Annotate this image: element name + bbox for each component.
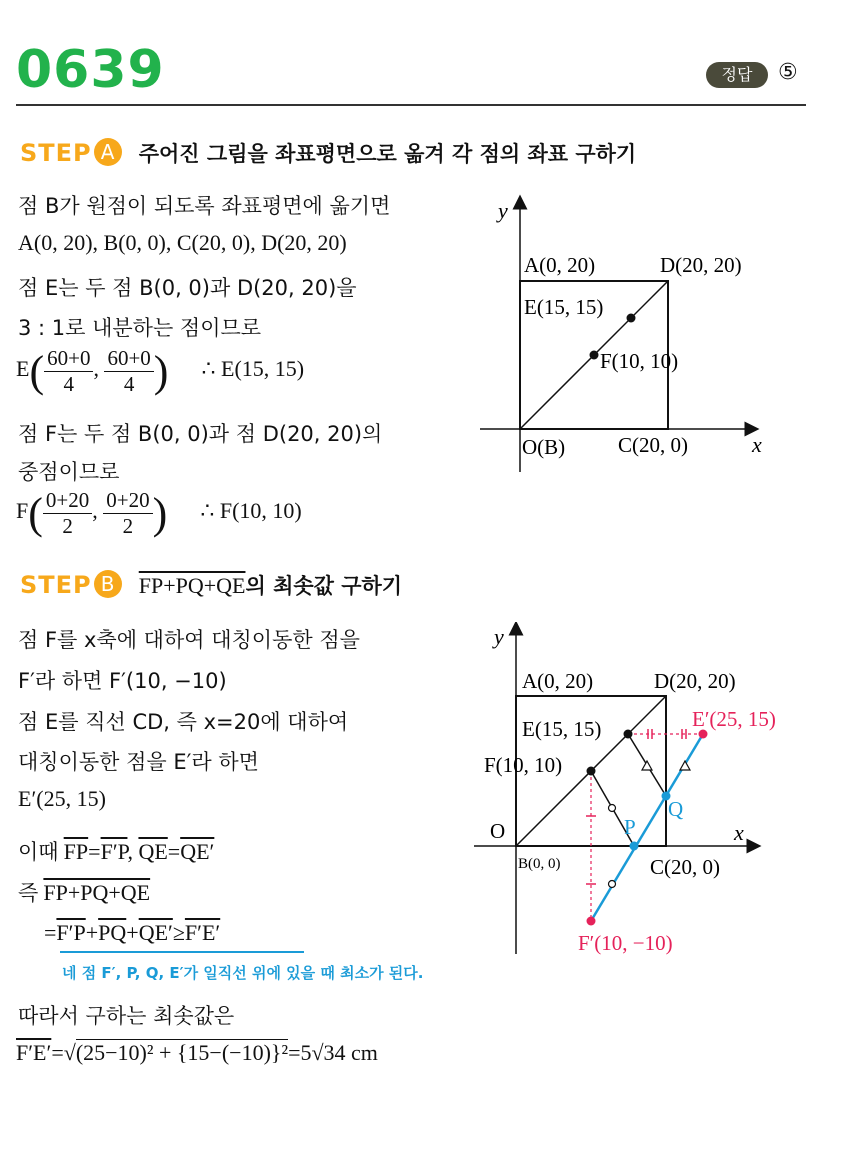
step-a-line-2: A(0, 20), B(0, 0), C(20, 0), D(20, 20) bbox=[18, 230, 347, 255]
step-b-line-2: F′라 하면 F′(10, −10) bbox=[18, 669, 227, 693]
step-b-eq2 bbox=[18, 877, 150, 907]
e-frac2-num: 60+0 bbox=[104, 346, 153, 372]
e-formula-prefix: E bbox=[16, 356, 30, 381]
eq1-qep: QE′ bbox=[180, 839, 215, 864]
step-a-heading bbox=[20, 138, 636, 168]
final-lhs: F′E′ bbox=[16, 1040, 52, 1065]
e-frac1-den: 4 bbox=[63, 372, 75, 396]
eq3-underline bbox=[60, 951, 304, 953]
step-b-conclusion: 따라서 구하는 최솟값은 bbox=[18, 1004, 235, 1028]
figure-a bbox=[460, 190, 780, 480]
step-b-line-4: 대칭이동한 점을 E′라 하면 bbox=[18, 750, 259, 774]
step-b-letter: B bbox=[94, 570, 122, 598]
eq1-prefix: 이때 bbox=[18, 840, 59, 864]
f-frac1-num: 0+20 bbox=[43, 488, 92, 514]
f-formula-result: ∴ F(10, 10) bbox=[200, 498, 302, 523]
f-formula-prefix: F bbox=[16, 498, 29, 523]
step-b-line-3: 점 E를 직선 CD, 즉 x=20에 대하여 bbox=[18, 710, 349, 734]
e-formula-result: ∴ E(15, 15) bbox=[201, 356, 305, 381]
f-frac2-num: 0+20 bbox=[103, 488, 152, 514]
step-b-title: 의 최솟값 구하기 bbox=[245, 574, 403, 598]
figure-b-label-o: O bbox=[490, 819, 506, 843]
final-answer: F′E′=√(25−10)² + {15−(−10)}²=5√34 cm bbox=[16, 1040, 378, 1065]
e-frac1-num: 60+0 bbox=[44, 346, 93, 372]
figure-a-point-f bbox=[590, 351, 599, 360]
eq3-qep: QE′ bbox=[138, 920, 173, 945]
step-b-title-math: FP+PQ+QE bbox=[138, 573, 246, 598]
header-divider bbox=[16, 104, 806, 106]
eq1-fp: $\overline{FP}$ bbox=[63, 839, 89, 864]
figure-b-y-label: y bbox=[494, 624, 504, 649]
minimum-condition-note: 네 점 F′, P, Q, E′가 일직선 위에 있을 때 최소가 된다. bbox=[62, 964, 424, 982]
figure-a-label-f: F(10, 10) bbox=[600, 349, 679, 373]
step-a-line-1: 점 B가 원점이 되도록 좌표평면에 옮기면 bbox=[18, 194, 391, 218]
step-b-label: STEP bbox=[20, 571, 92, 599]
figure-a-label-c: C(20, 0) bbox=[618, 433, 688, 457]
figure-b-label-b: B(0, 0) bbox=[518, 856, 561, 872]
f-formula: F( $\frac{0+20}{2}$ , $\frac{0+20}{2}$ ) ∴ F(10, 10) bbox=[16, 488, 302, 538]
final-value: =5√34 cm bbox=[288, 1040, 378, 1065]
answer-badge: 정답 bbox=[706, 62, 768, 88]
answer-value: ⑤ bbox=[778, 60, 798, 85]
figure-b bbox=[460, 622, 810, 962]
e-formula: E( $\frac{60+0}{4}$ , $\frac{60+0}{4}$ ) ∴ E(15, 15) bbox=[16, 346, 305, 396]
f-frac1-den: 2 bbox=[62, 514, 73, 538]
step-b-eq3: $=F'P+\overline{PQ}+QE'\ge F'E'$ bbox=[44, 920, 221, 945]
eq3-fpp: F′P bbox=[56, 920, 86, 945]
step-a-line-4: 3 : 1로 내분하는 점이므로 bbox=[18, 316, 262, 340]
figure-b-label-c: C(20, 0) bbox=[650, 855, 720, 879]
step-b-line-1: 점 F를 x축에 대하여 대칭이동한 점을 bbox=[18, 628, 360, 652]
step-a-label: STEP bbox=[20, 139, 92, 167]
step-a-line-3: 점 E는 두 점 B(0, 0)과 D(20, 20)을 bbox=[18, 276, 357, 300]
figure-b-point-f bbox=[587, 767, 596, 776]
problem-number: 0639 bbox=[16, 40, 165, 100]
step-b-line-5: E′(25, 15) bbox=[18, 786, 106, 811]
figure-b-label-a: A(0, 20) bbox=[522, 669, 594, 693]
figure-b-point-p bbox=[630, 842, 639, 851]
figure-a-y-label: y bbox=[498, 198, 508, 223]
e-frac2-den: 4 bbox=[123, 372, 135, 396]
figure-b-label-f-prime: F′(10, −10) bbox=[578, 931, 673, 955]
eq2-expr: FP+PQ+QE bbox=[43, 880, 151, 905]
step-a-letter: A bbox=[94, 138, 122, 166]
f-frac2-den: 2 bbox=[122, 514, 134, 538]
figure-b-point-e bbox=[624, 730, 633, 739]
figure-b-label-e-prime: E′(25, 15) bbox=[692, 707, 776, 731]
step-a-line-5: 점 F는 두 점 B(0, 0)과 점 D(20, 20)의 bbox=[18, 422, 383, 446]
figure-b-point-f-prime bbox=[587, 917, 596, 926]
figure-a-label-a: A(0, 20) bbox=[524, 253, 596, 277]
figure-a-label-e: E(15, 15) bbox=[524, 295, 604, 319]
figure-a-point-e bbox=[627, 314, 636, 323]
step-a-title: 주어진 그림을 좌표평면으로 옮겨 각 점의 좌표 구하기 bbox=[138, 142, 637, 166]
figure-b-label-f: F(10, 10) bbox=[484, 753, 563, 777]
final-rhs: (25−10)² + {15−(−10)}² bbox=[75, 1040, 289, 1065]
figure-a-label-d: D(20, 20) bbox=[660, 253, 742, 277]
step-b-heading bbox=[20, 570, 402, 600]
figure-b-label-d: D(20, 20) bbox=[654, 669, 736, 693]
figure-a-label-o: O(B) bbox=[522, 435, 566, 459]
figure-b-label-q: Q bbox=[668, 797, 684, 821]
eq3-fpep: F′E′ bbox=[184, 920, 221, 945]
figure-a-x-label: x bbox=[752, 432, 762, 457]
eq2-prefix: 즉 bbox=[18, 881, 39, 905]
step-b-eq1: 이때 $\overline{FP}=F'P$, $\overline{QE}=QE'$ bbox=[18, 839, 215, 864]
figure-b-label-p: P bbox=[624, 815, 636, 839]
figure-b-label-e: E(15, 15) bbox=[522, 717, 602, 741]
eq3-pq: $\overline{PQ}$ bbox=[98, 920, 127, 945]
eq1-qe: $\overline{QE}$ bbox=[138, 839, 168, 864]
step-a-line-6: 중점이므로 bbox=[18, 460, 120, 484]
figure-b-x-label: x bbox=[734, 820, 744, 845]
eq1-fpp: F′P bbox=[100, 839, 128, 864]
